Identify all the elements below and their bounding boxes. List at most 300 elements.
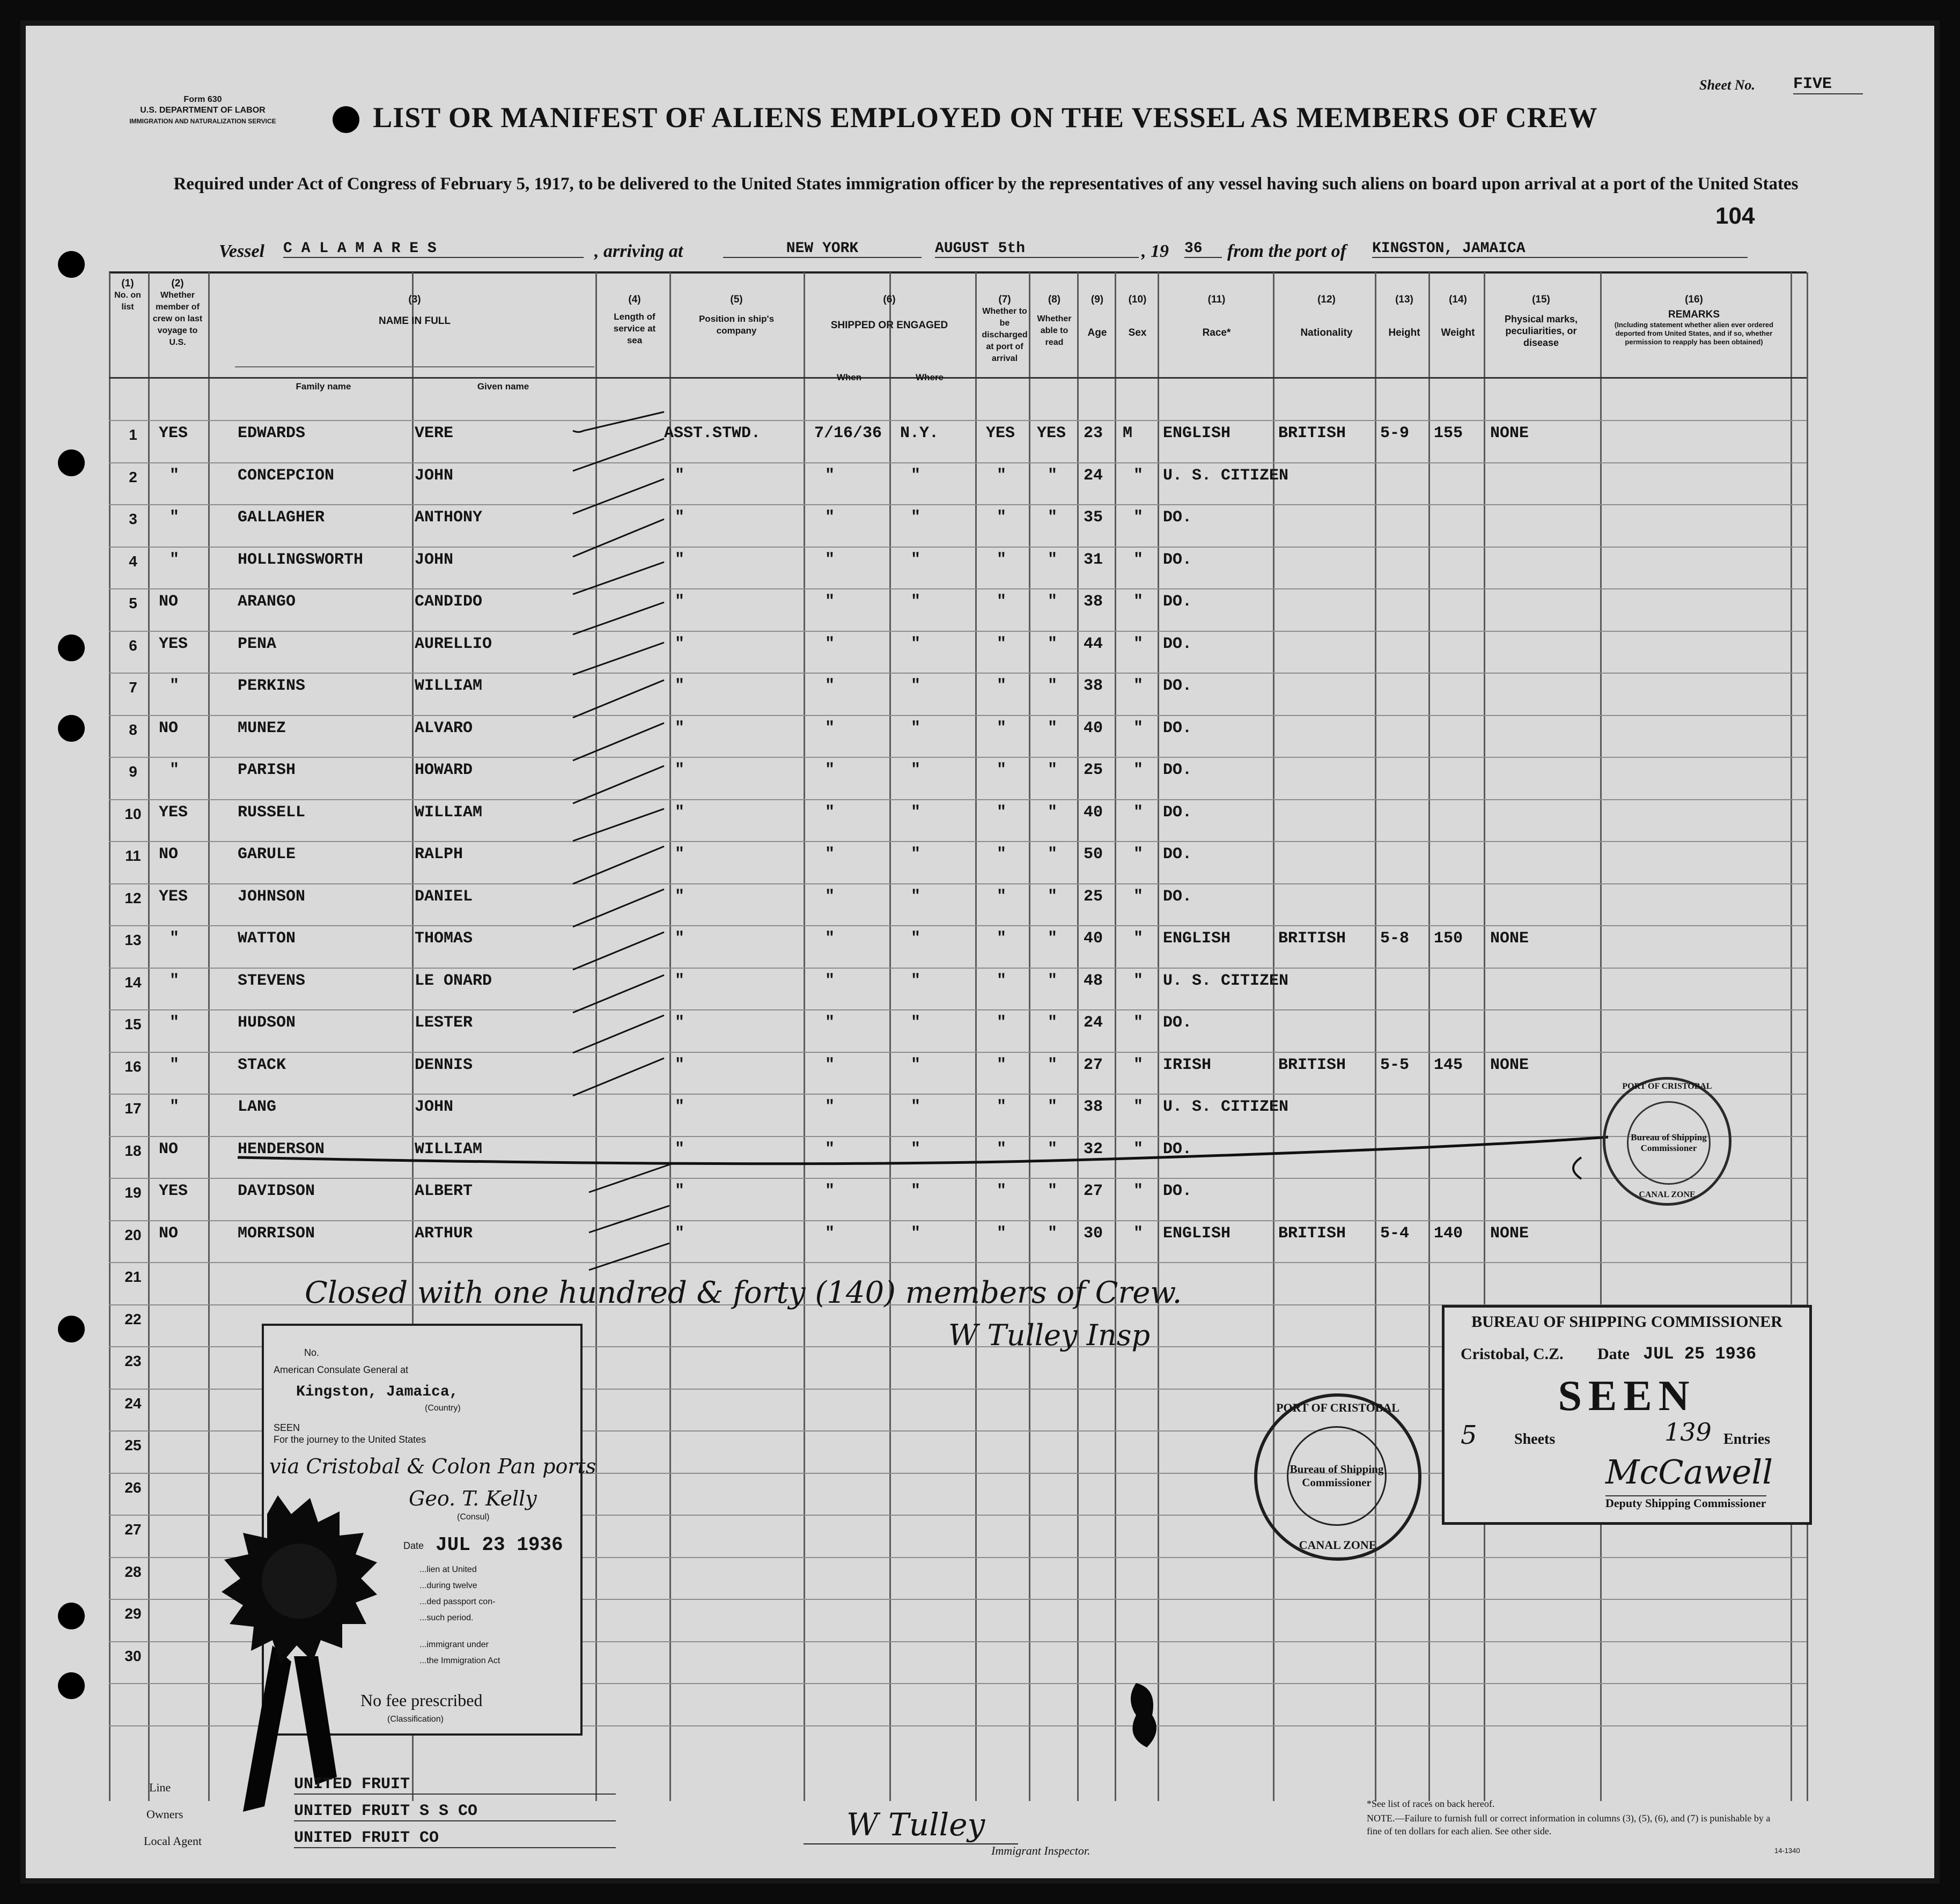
row-read: " bbox=[1048, 508, 1058, 527]
row-number: 11 bbox=[125, 847, 141, 864]
row-age: 30 bbox=[1084, 1224, 1103, 1243]
col-11-header: (11) Race* bbox=[1202, 294, 1231, 338]
row-age: 35 bbox=[1084, 508, 1103, 527]
row-read: " bbox=[1048, 1098, 1058, 1116]
row-race: DO. bbox=[1163, 888, 1192, 906]
col-10-header: (10) Sex bbox=[1128, 294, 1147, 338]
row-number: 18 bbox=[124, 1142, 142, 1159]
page-title: LIST OR MANIFEST OF ALIENS EMPLOYED ON THE VESSEL AS MEMBERS OF CREW bbox=[373, 101, 1598, 134]
row-discharged: " bbox=[997, 467, 1007, 485]
row-sex: " bbox=[1133, 635, 1144, 653]
col-3-header: (3) NAME IN FULL bbox=[378, 294, 451, 327]
row-read: " bbox=[1048, 972, 1058, 990]
row-read: " bbox=[1048, 761, 1058, 779]
row-age: 38 bbox=[1084, 593, 1103, 611]
vessel-label: Vessel bbox=[219, 241, 264, 261]
row-family-name: LANG bbox=[238, 1098, 277, 1116]
form-number: Form 630 bbox=[183, 95, 222, 104]
row-family-name: ARANGO bbox=[238, 593, 296, 611]
row-prev-voyage: " bbox=[170, 929, 180, 948]
row-family-name: EDWARDS bbox=[238, 424, 306, 442]
row-number: 22 bbox=[124, 1311, 142, 1327]
races-note: *See list of races on back hereof. bbox=[1367, 1798, 1495, 1809]
row-number: 15 bbox=[124, 1016, 142, 1032]
row-position: " bbox=[675, 761, 685, 779]
row-prev-voyage: " bbox=[170, 972, 180, 990]
row-family-name: JOHNSON bbox=[238, 888, 306, 906]
row-number: 29 bbox=[124, 1605, 142, 1622]
row-sex: " bbox=[1133, 972, 1144, 990]
service-checkmarks bbox=[573, 412, 675, 1270]
row-marks: NONE bbox=[1490, 1056, 1529, 1074]
row-family-name: MORRISON bbox=[238, 1224, 315, 1243]
row-discharged: " bbox=[997, 1098, 1007, 1116]
row-sex: " bbox=[1133, 845, 1144, 864]
row-number: 7 bbox=[129, 679, 137, 696]
row-family-name: HENDERSON bbox=[238, 1140, 325, 1158]
row-race: DO. bbox=[1163, 677, 1192, 695]
service-name: IMMIGRATION AND NATURALIZATION SERVICE bbox=[129, 117, 276, 125]
row-read: " bbox=[1048, 719, 1058, 737]
row-age: 48 bbox=[1084, 972, 1103, 990]
row-sex: " bbox=[1133, 1182, 1144, 1200]
row-prev-voyage: NO bbox=[159, 1224, 179, 1243]
row-given-name: LESTER bbox=[415, 1014, 473, 1032]
col-7-header: (7) Whether to be discharged at port of arrival bbox=[982, 294, 1028, 363]
owners-label: Owners bbox=[146, 1807, 183, 1821]
row-when: " bbox=[825, 593, 835, 611]
row-height: 5-5 bbox=[1380, 1056, 1410, 1074]
row-prev-voyage: YES bbox=[159, 888, 188, 906]
row-where: " bbox=[911, 719, 921, 737]
consulate-date-label: Date bbox=[403, 1540, 424, 1551]
sheet-label: Sheet No. bbox=[1699, 77, 1755, 93]
row-given-name: RALPH bbox=[415, 845, 463, 864]
row-race: DO. bbox=[1163, 593, 1192, 611]
col-16-header: (16) REMARKS (Including statement whether alien ever ordered deported from United States, and if so, whether permission to reapply has been obtained) bbox=[1614, 294, 1774, 346]
closing-note: Closed with one hundred & forty (140) members of Crew. bbox=[305, 1275, 1182, 1310]
row-sex: " bbox=[1133, 803, 1144, 822]
row-sex: " bbox=[1133, 593, 1144, 611]
row-marks: NONE bbox=[1490, 1224, 1529, 1243]
row-discharged: " bbox=[997, 888, 1007, 906]
row-where: " bbox=[911, 1182, 921, 1200]
commissioner-signature: McCawell bbox=[1605, 1452, 1773, 1492]
row-where: " bbox=[911, 593, 921, 611]
row-family-name: GARULE bbox=[238, 845, 296, 864]
row-age: 38 bbox=[1084, 677, 1103, 695]
row-race: DO. bbox=[1163, 635, 1192, 653]
row-race: IRISH bbox=[1163, 1056, 1212, 1074]
row-age: 32 bbox=[1084, 1140, 1103, 1158]
row-prev-voyage: YES bbox=[159, 1182, 188, 1200]
row-discharged: " bbox=[997, 1182, 1007, 1200]
row-prev-voyage: " bbox=[170, 467, 180, 485]
row-sex: M bbox=[1123, 424, 1133, 442]
row-prev-voyage: NO bbox=[159, 845, 179, 864]
row-where: " bbox=[911, 1224, 921, 1243]
row-position: " bbox=[675, 972, 685, 990]
agent-label: Local Agent bbox=[144, 1834, 202, 1848]
row-discharged: " bbox=[997, 593, 1007, 611]
row-given-name: WILLIAM bbox=[415, 1140, 483, 1158]
row-age: 24 bbox=[1084, 467, 1103, 485]
consulate-via: via Cristobal & Colon Pan ports bbox=[269, 1455, 596, 1478]
row-prev-voyage: " bbox=[170, 551, 180, 569]
closing-signature: W Tulley Insp bbox=[948, 1318, 1151, 1352]
row-when: " bbox=[825, 1014, 835, 1032]
row-when: " bbox=[825, 1098, 835, 1116]
row-sex: " bbox=[1133, 1224, 1144, 1243]
row-number: 27 bbox=[124, 1521, 142, 1538]
row-where: " bbox=[911, 467, 921, 485]
row-discharged: " bbox=[997, 803, 1007, 822]
row-weight: 145 bbox=[1434, 1056, 1463, 1074]
row-age: 40 bbox=[1084, 803, 1103, 822]
row-age: 38 bbox=[1084, 1098, 1103, 1116]
row-discharged: " bbox=[997, 1056, 1007, 1074]
when-header: When bbox=[836, 372, 862, 382]
row-when: " bbox=[825, 467, 835, 485]
row-nationality: BRITISH bbox=[1278, 1056, 1346, 1074]
row-sex: " bbox=[1133, 508, 1144, 527]
row-when: " bbox=[825, 929, 835, 948]
row-where: " bbox=[911, 761, 921, 779]
row-read: " bbox=[1048, 888, 1058, 906]
row-sex: " bbox=[1133, 888, 1144, 906]
row-race: DO. bbox=[1163, 803, 1192, 822]
row-nationality: BRITISH bbox=[1278, 424, 1346, 442]
row-given-name: LE ONARD bbox=[415, 972, 492, 990]
row-sex: " bbox=[1133, 1098, 1144, 1116]
row-given-name: ANTHONY bbox=[415, 508, 483, 527]
row-family-name: RUSSELL bbox=[238, 803, 306, 822]
row-when: " bbox=[825, 677, 835, 695]
row-discharged: YES bbox=[986, 424, 1015, 442]
inspector-label: Immigrant Inspector. bbox=[991, 1844, 1090, 1857]
row-when: " bbox=[825, 719, 835, 737]
row-number: 1 bbox=[129, 426, 137, 443]
row-number: 24 bbox=[124, 1395, 142, 1412]
row-race: ENGLISH bbox=[1163, 424, 1231, 442]
row-given-name: JOHN bbox=[415, 1098, 454, 1116]
row-when: " bbox=[825, 888, 835, 906]
row-discharged: " bbox=[997, 929, 1007, 948]
from-port-label: from the port of bbox=[1227, 241, 1346, 261]
row-age: 25 bbox=[1084, 888, 1103, 906]
manifest-page bbox=[20, 20, 1940, 1884]
consulate-place: Kingston, Jamaica, bbox=[296, 1384, 459, 1400]
row-when: " bbox=[825, 1140, 835, 1158]
row-age: 31 bbox=[1084, 551, 1103, 569]
row-family-name: PENA bbox=[238, 635, 277, 653]
row-number: 28 bbox=[124, 1563, 142, 1580]
row-position: " bbox=[675, 1224, 685, 1243]
row-discharged: " bbox=[997, 508, 1007, 527]
row-race: U. S. CITIZEN bbox=[1163, 972, 1289, 990]
page-number: 104 bbox=[1715, 203, 1755, 229]
row-read: " bbox=[1048, 1182, 1058, 1200]
row-number: 14 bbox=[124, 974, 142, 991]
row-race: DO. bbox=[1163, 551, 1192, 569]
row-when: " bbox=[825, 761, 835, 779]
row-number: 26 bbox=[124, 1479, 142, 1496]
row-family-name: WATTON bbox=[238, 929, 296, 948]
seal-bottom-text: CANAL ZONE bbox=[1639, 1190, 1696, 1199]
row-number: 17 bbox=[124, 1100, 142, 1117]
row-prev-voyage: " bbox=[170, 677, 180, 695]
col-1-header: (1) No. on list bbox=[114, 278, 141, 312]
consulate-fee: No fee prescribed bbox=[360, 1691, 483, 1710]
consulate-date: JUL 23 1936 bbox=[436, 1534, 563, 1556]
row-position: " bbox=[675, 508, 685, 527]
commissioner-title: Deputy Shipping Commissioner bbox=[1605, 1496, 1766, 1510]
row-family-name: CONCEPCION bbox=[238, 467, 335, 485]
row-family-name: STEVENS bbox=[238, 972, 306, 990]
row-position: " bbox=[675, 719, 685, 737]
row-position: " bbox=[675, 1056, 685, 1074]
row-given-name: AURELLIO bbox=[415, 635, 492, 653]
row-read: " bbox=[1048, 467, 1058, 485]
row-marks: NONE bbox=[1490, 929, 1529, 948]
row-read: " bbox=[1048, 635, 1058, 653]
row-position: " bbox=[675, 888, 685, 906]
row-where: " bbox=[911, 551, 921, 569]
row-where: " bbox=[911, 929, 921, 948]
row-prev-voyage: " bbox=[170, 761, 180, 779]
row-given-name: CANDIDO bbox=[415, 593, 483, 611]
port-seal-lower bbox=[1254, 1393, 1421, 1561]
seal-center-text: Bureau of Shipping Commissioner bbox=[1287, 1426, 1387, 1526]
row-age: 23 bbox=[1084, 424, 1103, 442]
row-position: " bbox=[675, 1182, 685, 1200]
row-race: U. S. CITIZEN bbox=[1163, 1098, 1289, 1116]
vessel-name: C A L A M A R E S bbox=[283, 240, 584, 258]
where-header: Where bbox=[916, 372, 944, 382]
row-race: DO. bbox=[1163, 845, 1192, 864]
row-race: DO. bbox=[1163, 1140, 1192, 1158]
row-given-name: WILLIAM bbox=[415, 677, 483, 695]
row-position: " bbox=[675, 929, 685, 948]
row-where: " bbox=[911, 677, 921, 695]
row-family-name: MUNEZ bbox=[238, 719, 286, 737]
row-given-name: ARTHUR bbox=[415, 1224, 473, 1243]
row-family-name: DAVIDSON bbox=[238, 1182, 315, 1200]
row-prev-voyage: " bbox=[170, 508, 180, 527]
bureau-date: JUL 25 1936 bbox=[1643, 1344, 1757, 1364]
row-position: " bbox=[675, 1140, 685, 1158]
consulate-terms: ...lien at United ...during twelve ...ded passport con- ...such period. ...immigrant under ...the Immigration Act bbox=[419, 1565, 500, 1665]
row-position: " bbox=[675, 1098, 685, 1116]
col-9-header: (9) Age bbox=[1087, 294, 1107, 338]
row-height: 5-4 bbox=[1380, 1224, 1410, 1243]
penalty-note: NOTE.—Failure to furnish full or correct information in columns (3), (5), (6), and (7) is punishable by a fine of ten dollars for each alien. See other side. bbox=[1367, 1813, 1771, 1836]
arrival-year: 36 bbox=[1184, 240, 1222, 258]
consul-label: (Consul) bbox=[457, 1512, 490, 1522]
row-number: 13 bbox=[124, 932, 142, 948]
row-race: DO. bbox=[1163, 719, 1192, 737]
row-when: " bbox=[825, 1182, 835, 1200]
row-prev-voyage: NO bbox=[159, 719, 179, 737]
row-given-name: ALBERT bbox=[415, 1182, 473, 1200]
col-2-header: (2) Whether member of crew on last voyage to U.S. bbox=[152, 278, 203, 347]
row-given-name: DENNIS bbox=[415, 1056, 473, 1074]
row-sex: " bbox=[1133, 677, 1144, 695]
row-when: " bbox=[825, 1056, 835, 1074]
year-prefix: , 19 bbox=[1141, 241, 1169, 261]
row-prev-voyage: NO bbox=[159, 593, 179, 611]
row-age: 25 bbox=[1084, 761, 1103, 779]
sheet-number: FIVE bbox=[1793, 75, 1863, 94]
row-given-name: JOHN bbox=[415, 467, 454, 485]
row-discharged: " bbox=[997, 677, 1007, 695]
row-when: 7/16/36 bbox=[814, 424, 882, 442]
col-8-header: (8) Whether able to read bbox=[1037, 294, 1072, 347]
row-when: " bbox=[825, 508, 835, 527]
row-position: " bbox=[675, 677, 685, 695]
consul-signature: Geo. T. Kelly bbox=[409, 1487, 537, 1510]
row-given-name: THOMAS bbox=[415, 929, 473, 948]
row-weight: 140 bbox=[1434, 1224, 1463, 1243]
row-number: 12 bbox=[124, 890, 142, 906]
row-given-name: JOHN bbox=[415, 551, 454, 569]
row-read: " bbox=[1048, 1014, 1058, 1032]
row-number: 6 bbox=[129, 637, 137, 654]
row-number: 21 bbox=[124, 1268, 142, 1285]
seen-stamp: SEEN bbox=[1558, 1372, 1696, 1420]
row-family-name: HUDSON bbox=[238, 1014, 296, 1032]
departure-port: KINGSTON, JAMAICA bbox=[1372, 240, 1748, 258]
col-5-header: (5) Position in ship's company bbox=[698, 294, 775, 336]
row-when: " bbox=[825, 803, 835, 822]
arrival-port: NEW YORK bbox=[723, 240, 922, 258]
agent-value: UNITED FRUIT CO bbox=[294, 1829, 616, 1848]
row-when: " bbox=[825, 551, 835, 569]
row-when: " bbox=[825, 635, 835, 653]
family-name-header: Family name bbox=[296, 381, 351, 392]
row-discharged: " bbox=[997, 719, 1007, 737]
row-age: 40 bbox=[1084, 719, 1103, 737]
row-18-strike bbox=[238, 1137, 1608, 1164]
row-sex: " bbox=[1133, 551, 1144, 569]
consulate-no-label: No. bbox=[304, 1347, 320, 1358]
row-number: 3 bbox=[129, 511, 137, 527]
row-given-name: VERE bbox=[415, 424, 454, 442]
bureau-title: BUREAU OF SHIPPING COMMISSIONER bbox=[1471, 1313, 1782, 1331]
row-nationality: BRITISH bbox=[1278, 929, 1346, 948]
row-given-name: WILLIAM bbox=[415, 803, 483, 822]
row-race: U. S. CITIZEN bbox=[1163, 467, 1289, 485]
row-race: DO. bbox=[1163, 761, 1192, 779]
row-where: " bbox=[911, 803, 921, 822]
row-number: 4 bbox=[129, 553, 137, 570]
row-age: 27 bbox=[1084, 1182, 1103, 1200]
row-read: " bbox=[1048, 677, 1058, 695]
row-race: DO. bbox=[1163, 508, 1192, 527]
row-read: " bbox=[1048, 1224, 1058, 1243]
row-number: 8 bbox=[129, 721, 137, 738]
row-given-name: ALVARO bbox=[415, 719, 473, 737]
port-seal-upper bbox=[1603, 1077, 1731, 1206]
row-nationality: BRITISH bbox=[1278, 1224, 1346, 1243]
row-number: 10 bbox=[124, 806, 142, 822]
row-where: " bbox=[911, 1014, 921, 1032]
seal-ring-text: PORT OF CRISTOBAL bbox=[1622, 1082, 1712, 1091]
arrival-date: AUGUST 5th bbox=[935, 240, 1139, 258]
line-label: Line bbox=[149, 1781, 171, 1794]
row-family-name: STACK bbox=[238, 1056, 286, 1074]
consulate-name: American Consulate General at bbox=[274, 1364, 409, 1375]
row-position: " bbox=[675, 845, 685, 864]
col-13-header: (13) Height bbox=[1388, 294, 1420, 338]
row-position: " bbox=[675, 635, 685, 653]
ink-blot bbox=[1115, 1678, 1179, 1763]
row-race: ENGLISH bbox=[1163, 929, 1231, 948]
col-14-header: (14) Weight bbox=[1441, 294, 1475, 338]
row-given-name: HOWARD bbox=[415, 761, 473, 779]
col-12-header: (12) Nationality bbox=[1300, 294, 1353, 338]
row-discharged: " bbox=[997, 1140, 1007, 1158]
row-position: " bbox=[675, 551, 685, 569]
row-position: " bbox=[675, 593, 685, 611]
row-number: 20 bbox=[124, 1227, 142, 1243]
department: U.S. DEPARTMENT OF LABOR bbox=[140, 106, 266, 115]
seal-ring-text: PORT OF CRISTOBAL bbox=[1276, 1401, 1399, 1414]
row-number: 19 bbox=[124, 1184, 142, 1201]
row-number: 2 bbox=[129, 469, 137, 485]
owners-value: UNITED FRUIT S S CO bbox=[294, 1802, 616, 1821]
requirement-text: Required under Act of Congress of February 5, 1917, to be delivered to the United States immigration officer by the representatives of any vessel having such aliens on board upon arrival at a port of the United States bbox=[173, 174, 1799, 194]
row-discharged: " bbox=[997, 972, 1007, 990]
row-weight: 155 bbox=[1434, 424, 1463, 442]
row-where: " bbox=[911, 888, 921, 906]
row-prev-voyage: NO bbox=[159, 1140, 179, 1158]
row-prev-voyage: YES bbox=[159, 803, 188, 822]
row-where: " bbox=[911, 845, 921, 864]
row-where: N.Y. bbox=[900, 424, 939, 442]
row-read: " bbox=[1048, 845, 1058, 864]
row-family-name: GALLAGHER bbox=[238, 508, 325, 527]
col-6-header: (6) SHIPPED OR ENGAGED bbox=[830, 294, 948, 331]
row-read: " bbox=[1048, 803, 1058, 822]
row-position: " bbox=[675, 1014, 685, 1032]
row-race: DO. bbox=[1163, 1182, 1192, 1200]
bureau-place: Cristobal, C.Z. bbox=[1461, 1345, 1564, 1363]
row-discharged: " bbox=[997, 1224, 1007, 1243]
row-prev-voyage: YES bbox=[159, 424, 188, 442]
row-discharged: " bbox=[997, 845, 1007, 864]
seal-bottom-text: CANAL ZONE bbox=[1299, 1538, 1377, 1552]
row-sex: " bbox=[1133, 1014, 1144, 1032]
sheets-label: Sheets bbox=[1514, 1431, 1556, 1448]
entries-count: 139 bbox=[1664, 1418, 1712, 1447]
row-number: 5 bbox=[129, 595, 137, 611]
row-discharged: " bbox=[997, 551, 1007, 569]
row-weight: 150 bbox=[1434, 929, 1463, 948]
row-read: " bbox=[1048, 593, 1058, 611]
col-4-header: (4) Length of service at sea bbox=[613, 294, 656, 345]
row-read: " bbox=[1048, 1140, 1058, 1158]
seal-center-text: Bureau of Shipping Commissioner bbox=[1627, 1101, 1711, 1185]
row-when: " bbox=[825, 845, 835, 864]
row-where: " bbox=[911, 972, 921, 990]
row-prev-voyage: " bbox=[170, 1014, 180, 1032]
row-family-name: PARISH bbox=[238, 761, 296, 779]
row-discharged: " bbox=[997, 635, 1007, 653]
row-position: " bbox=[675, 803, 685, 822]
row-number: 16 bbox=[124, 1058, 142, 1075]
sheets-count: 5 bbox=[1461, 1420, 1477, 1450]
